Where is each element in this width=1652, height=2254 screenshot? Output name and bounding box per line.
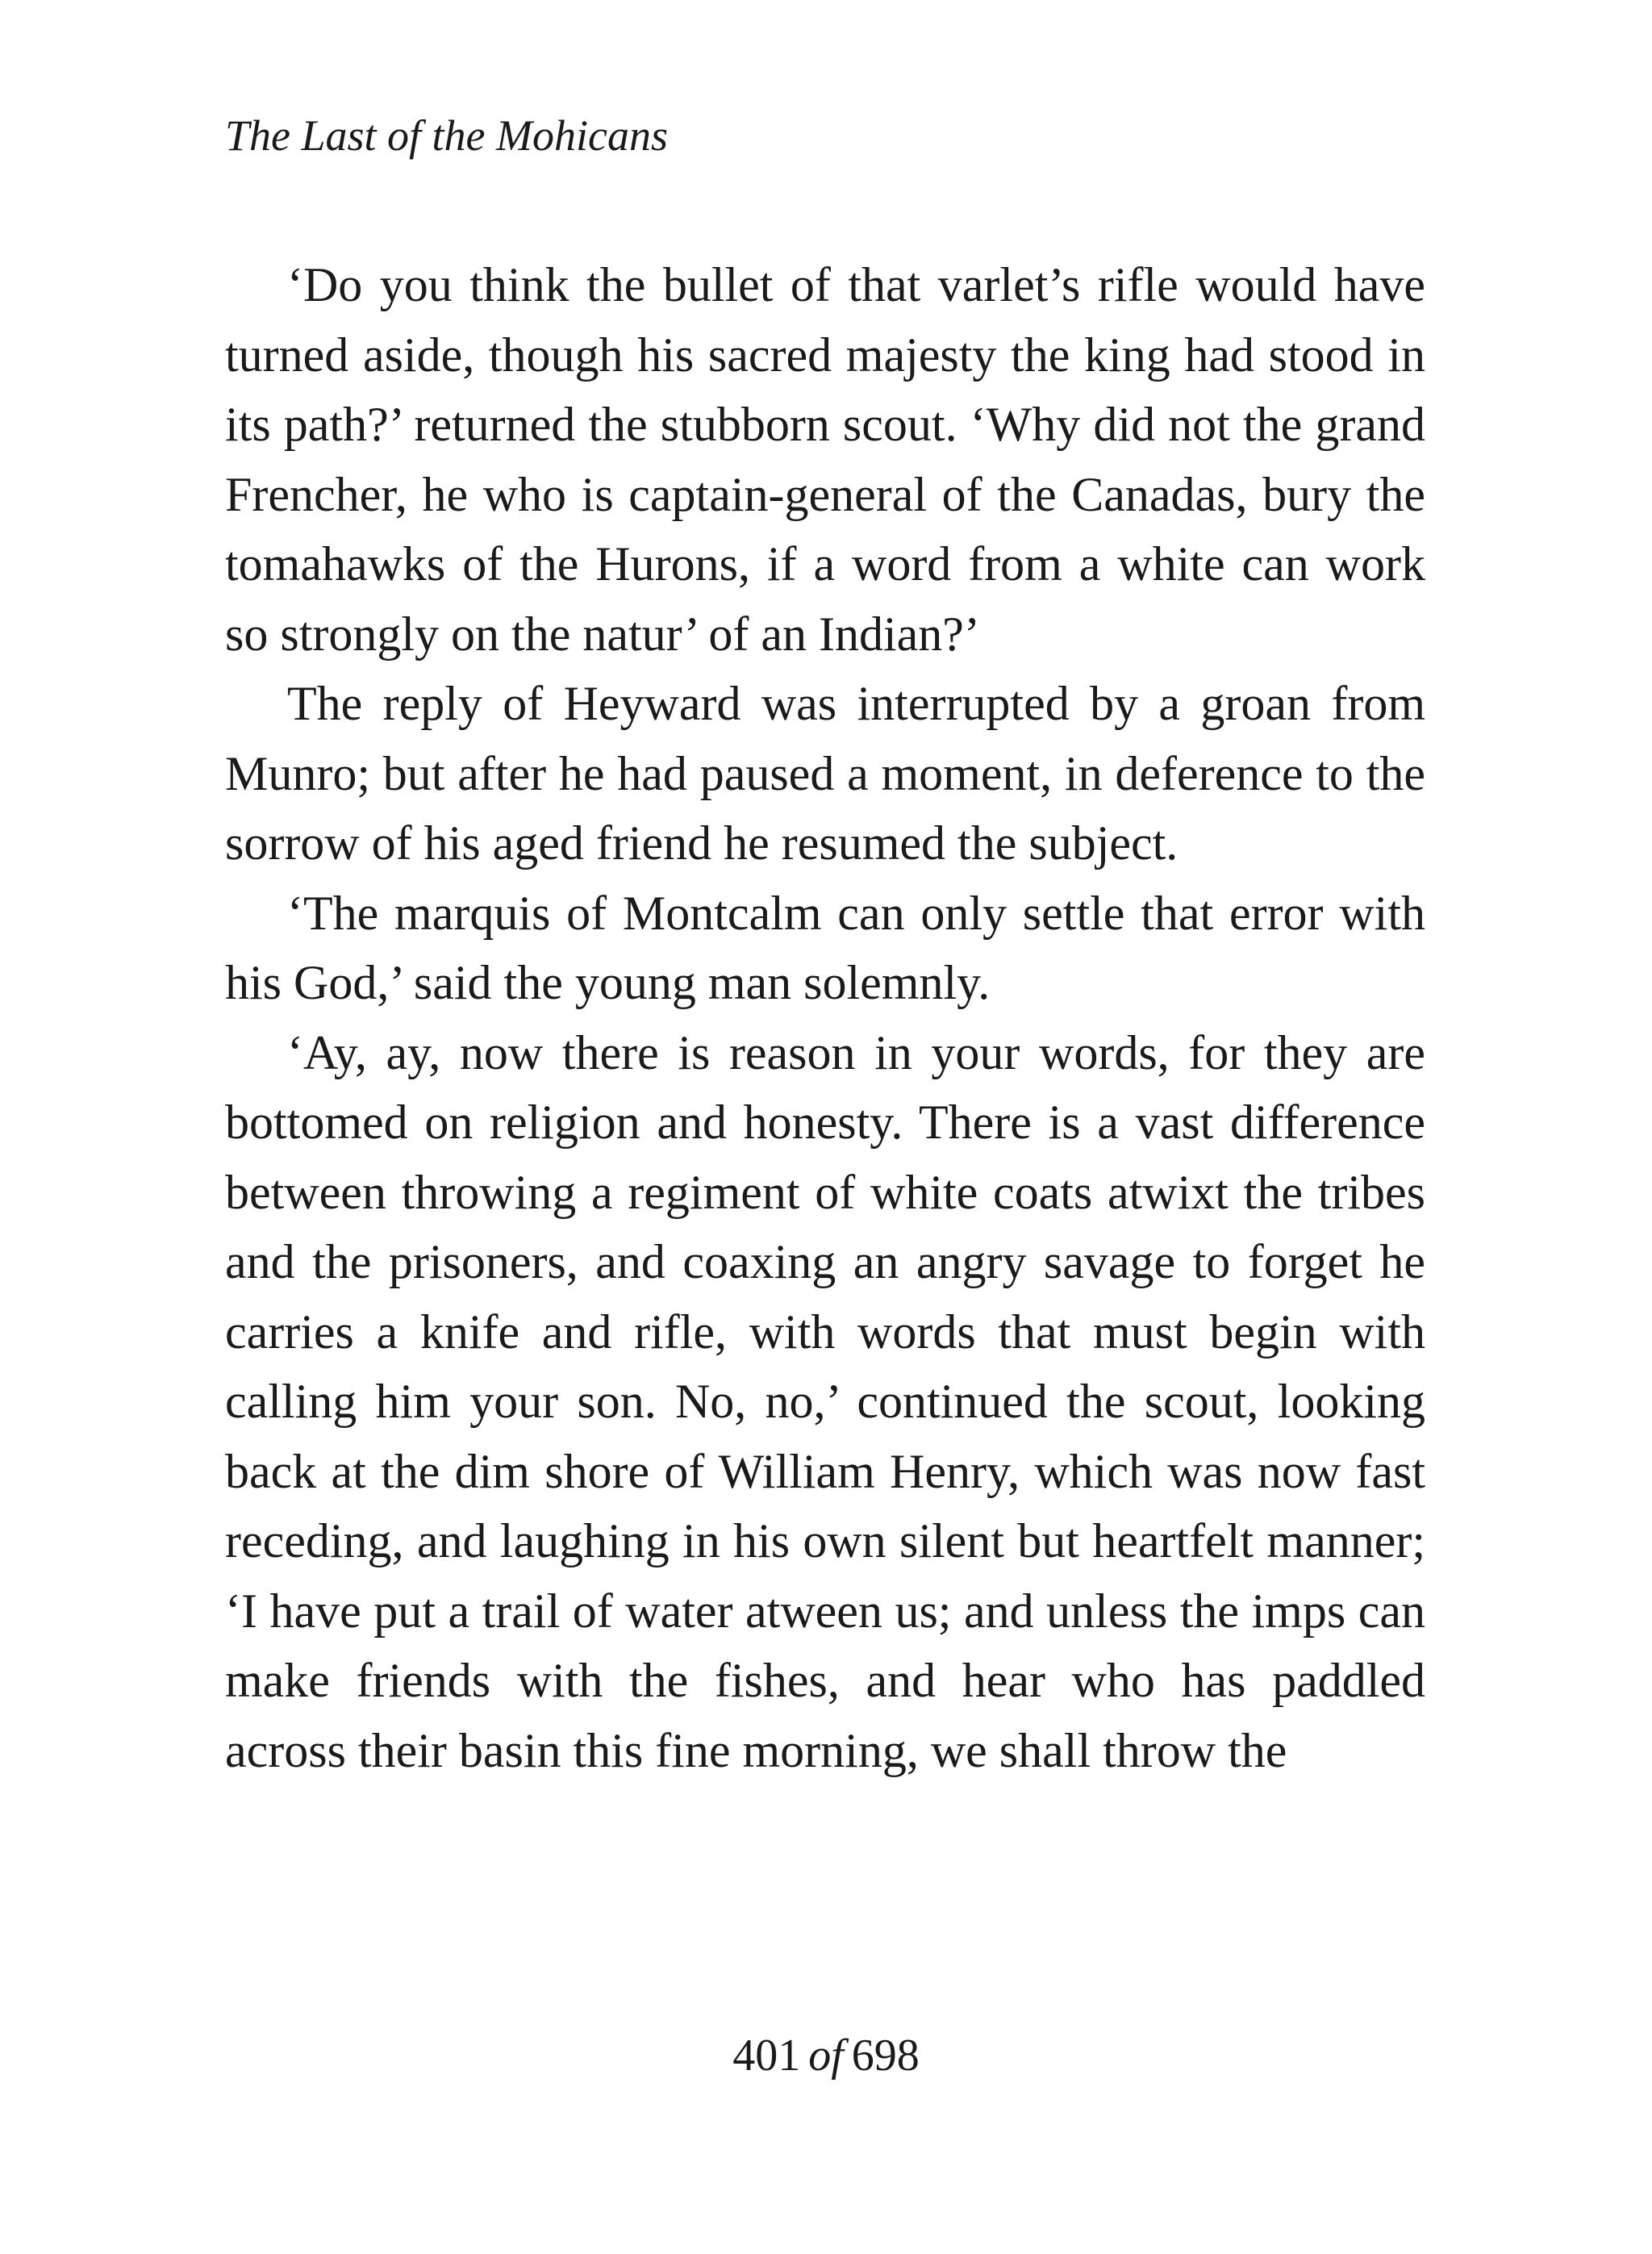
paragraph: ‘Do you think the bullet of that varlet’s rifle would have turned aside, though his sacred majesty the king had stood in its path?’ returned the stubborn scout. ‘Why did not the grand Frencher, he who is captain-general of the Canadas, bury the tomahawks of the Hurons, if a word from a white can work so strongly on the natur’ of an Indian?’ xyxy=(225,258,1425,661)
page-of-label: of xyxy=(808,2031,844,2081)
paragraph: ‘Ay, ay, now there is reason in your words, for they are bottomed on religion and honesty. There is a vast difference between throwing a regiment of white coats atwixt the tribes and the prisoners, and coaxing an angry savage to forget he carries a knife and rifle, with words that must begin with calling him your son. No, no,’ continued the scout, looking back at the dim shore of William Henry, which was now fast receding, and laughing in his own silent but heartfelt manner; ‘I have put a trail of water atween us; and unless the imps can make friends with the fishes, and hear who has paddled across their basin this fine morning, we shall throw the xyxy=(225,1025,1425,1777)
total-pages-number: 698 xyxy=(851,2031,920,2081)
page-body xyxy=(225,250,1425,1785)
paragraph: The reply of Heyward was interrupted by a groan from Munro; but after he had paused a moment, in deference to the sorrow of his aged friend he resumed the subject. xyxy=(225,677,1425,870)
running-head-book-title: The Last of the Mohicans xyxy=(225,111,668,160)
paragraph: ‘The marquis of Montcalm can only settle that error with his God,’ said the young man solemnly. xyxy=(225,886,1425,1009)
current-page-number: 401 xyxy=(732,2031,801,2081)
page-number-indicator xyxy=(0,2023,1652,2088)
